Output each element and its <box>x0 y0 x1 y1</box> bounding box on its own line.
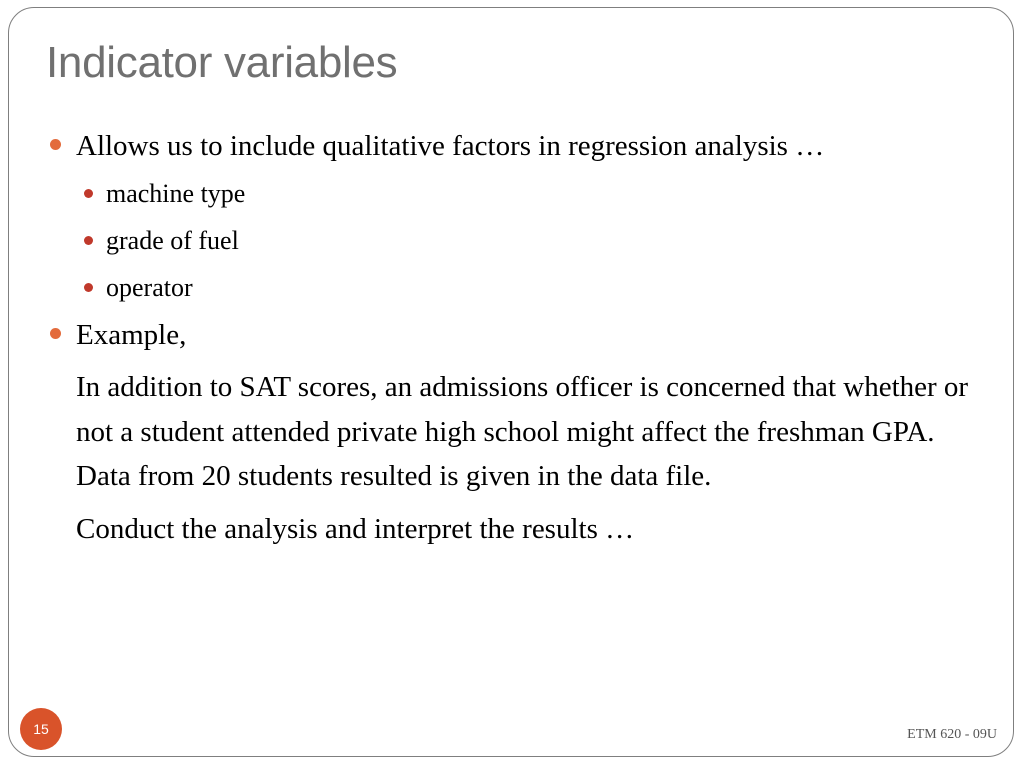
sub-bullet-dot-icon <box>84 189 93 198</box>
sub-bullet-item <box>46 264 976 311</box>
sub-bullet-list <box>46 170 976 311</box>
example-paragraph: In addition to SAT scores, an admissions officer is concerned that whether or not a student attended private high school might affect the freshman GPA. Data from 20 students resulted is given in the data file. <box>76 371 969 492</box>
closing-paragraph: Conduct the analysis and interpret the results … <box>76 512 635 545</box>
bullet-text: Example, <box>76 319 187 351</box>
sub-bullet-text: grade of fuel <box>106 226 239 255</box>
bullet-item <box>46 313 976 357</box>
slide-title: Indicator variables <box>46 38 398 87</box>
sub-bullet-dot-icon <box>84 236 93 245</box>
bullet-dot-icon <box>50 139 61 150</box>
bullet-item <box>46 124 976 168</box>
footer-course-code: ETM 620 - 09U <box>907 727 997 742</box>
sub-bullet-text: machine type <box>106 179 246 208</box>
slide-content <box>46 124 976 551</box>
slide-number-badge: 15 <box>20 708 62 750</box>
bullet-dot-icon <box>50 328 61 339</box>
sub-bullet-text: operator <box>106 273 193 302</box>
bullet-text: Allows us to include qualitative factors in regression analysis … <box>76 130 825 162</box>
sub-bullet-item <box>46 170 976 217</box>
sub-bullet-dot-icon <box>84 283 93 292</box>
sub-bullet-item <box>46 217 976 264</box>
